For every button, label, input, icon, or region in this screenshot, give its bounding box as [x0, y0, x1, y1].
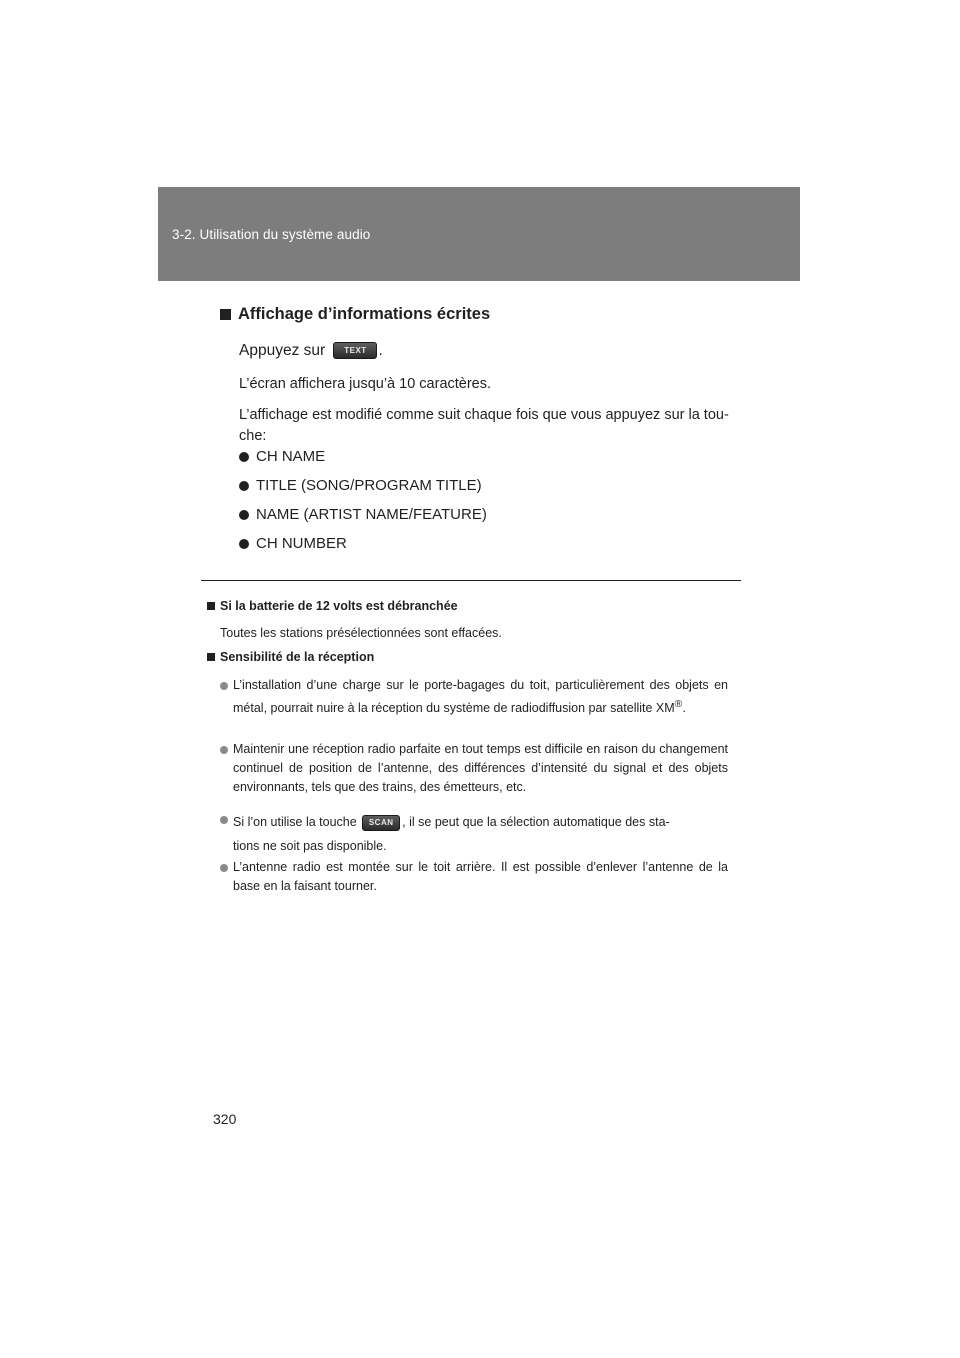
header-band	[158, 187, 800, 281]
list-item-text: TITLE (SONG/PROGRAM TITLE)	[256, 477, 482, 494]
bullet-icon	[220, 682, 228, 690]
section-title-text: Affichage d’informations écrites	[238, 305, 491, 323]
note-battery-text: Toutes les stations présélectionnées sont effacées.	[220, 626, 502, 640]
note-title-reception-text: Sensibilité de la réception	[220, 650, 375, 664]
bullet-icon	[239, 539, 249, 549]
registered-mark: ®	[674, 699, 683, 710]
bullet-icon	[220, 816, 228, 824]
list-item	[239, 448, 325, 465]
section-title	[220, 305, 490, 324]
note-scan-continuation: tions ne soit pas disponible.	[233, 839, 387, 853]
press-prefix: Appuyez sur	[239, 342, 326, 359]
note-bullet	[220, 740, 728, 797]
square-bullet-icon	[207, 653, 215, 661]
note-bullet-text	[233, 810, 670, 858]
note-title-battery-text: Si la batterie de 12 volts est débranchée	[220, 599, 458, 613]
bullet-icon	[239, 510, 249, 520]
bullet-icon	[239, 481, 249, 491]
note-scan-prefix: Si l’on utilise la touche	[233, 815, 357, 829]
display-change-line1: L’affichage est modifié comme suit chaque fois que vous appuyez sur la tou-	[239, 407, 729, 423]
note-scan-suffix: , il se peut que la sélection automatique des sta-	[402, 815, 670, 829]
note-bullet	[220, 676, 728, 718]
list-item	[239, 535, 347, 552]
divider	[201, 580, 741, 581]
bullet-icon	[239, 452, 249, 462]
display-change-text	[239, 405, 745, 447]
press-suffix: .	[378, 342, 383, 359]
list-item-text: CH NUMBER	[256, 535, 347, 552]
note-title-battery	[207, 599, 458, 613]
note-bullet-text	[233, 676, 728, 718]
list-item	[239, 506, 487, 523]
note-bullet	[220, 858, 728, 896]
note-bullet-text: L’antenne radio est montée sur le toit arrière. Il est possible d’enlever l’antenne de la base en la faisant tourner.	[233, 860, 728, 893]
note-bullet-text-end: .	[682, 701, 686, 716]
note-bullet-text-main: L’installation d’une charge sur le porte-bagages du toit, particulièrement des objets en métal, pourrait nuire à la réception du système de radiodiffusion par satellite XM	[233, 678, 728, 716]
display-change-line2: che:	[239, 428, 267, 444]
square-bullet-icon	[207, 602, 215, 610]
note-bullet	[220, 810, 728, 858]
char-limit-text: L’écran affichera jusqu’à 10 caractères.	[239, 376, 492, 392]
press-instruction	[239, 340, 383, 361]
square-bullet-icon	[220, 309, 231, 320]
note-title-reception	[207, 650, 374, 664]
list-item-text: CH NAME	[256, 448, 326, 465]
note-bullet-text: Maintenir une réception radio parfaite en tout temps est difficile en raison du changement continuel de position de l’antenne, des différences d’intensité du signal et des objets environnants, tels que des trains, des émetteurs, etc.	[233, 742, 728, 794]
page-number: 320	[213, 1111, 237, 1127]
list-item-text: NAME (ARTIST NAME/FEATURE)	[256, 506, 487, 523]
bullet-icon	[220, 864, 228, 872]
section-header-title: 3-2. Utilisation du système audio	[172, 227, 371, 242]
text-button-icon: TEXT	[333, 342, 377, 359]
scan-button-icon: SCAN	[362, 815, 400, 831]
list-item	[239, 477, 482, 494]
bullet-icon	[220, 746, 228, 754]
